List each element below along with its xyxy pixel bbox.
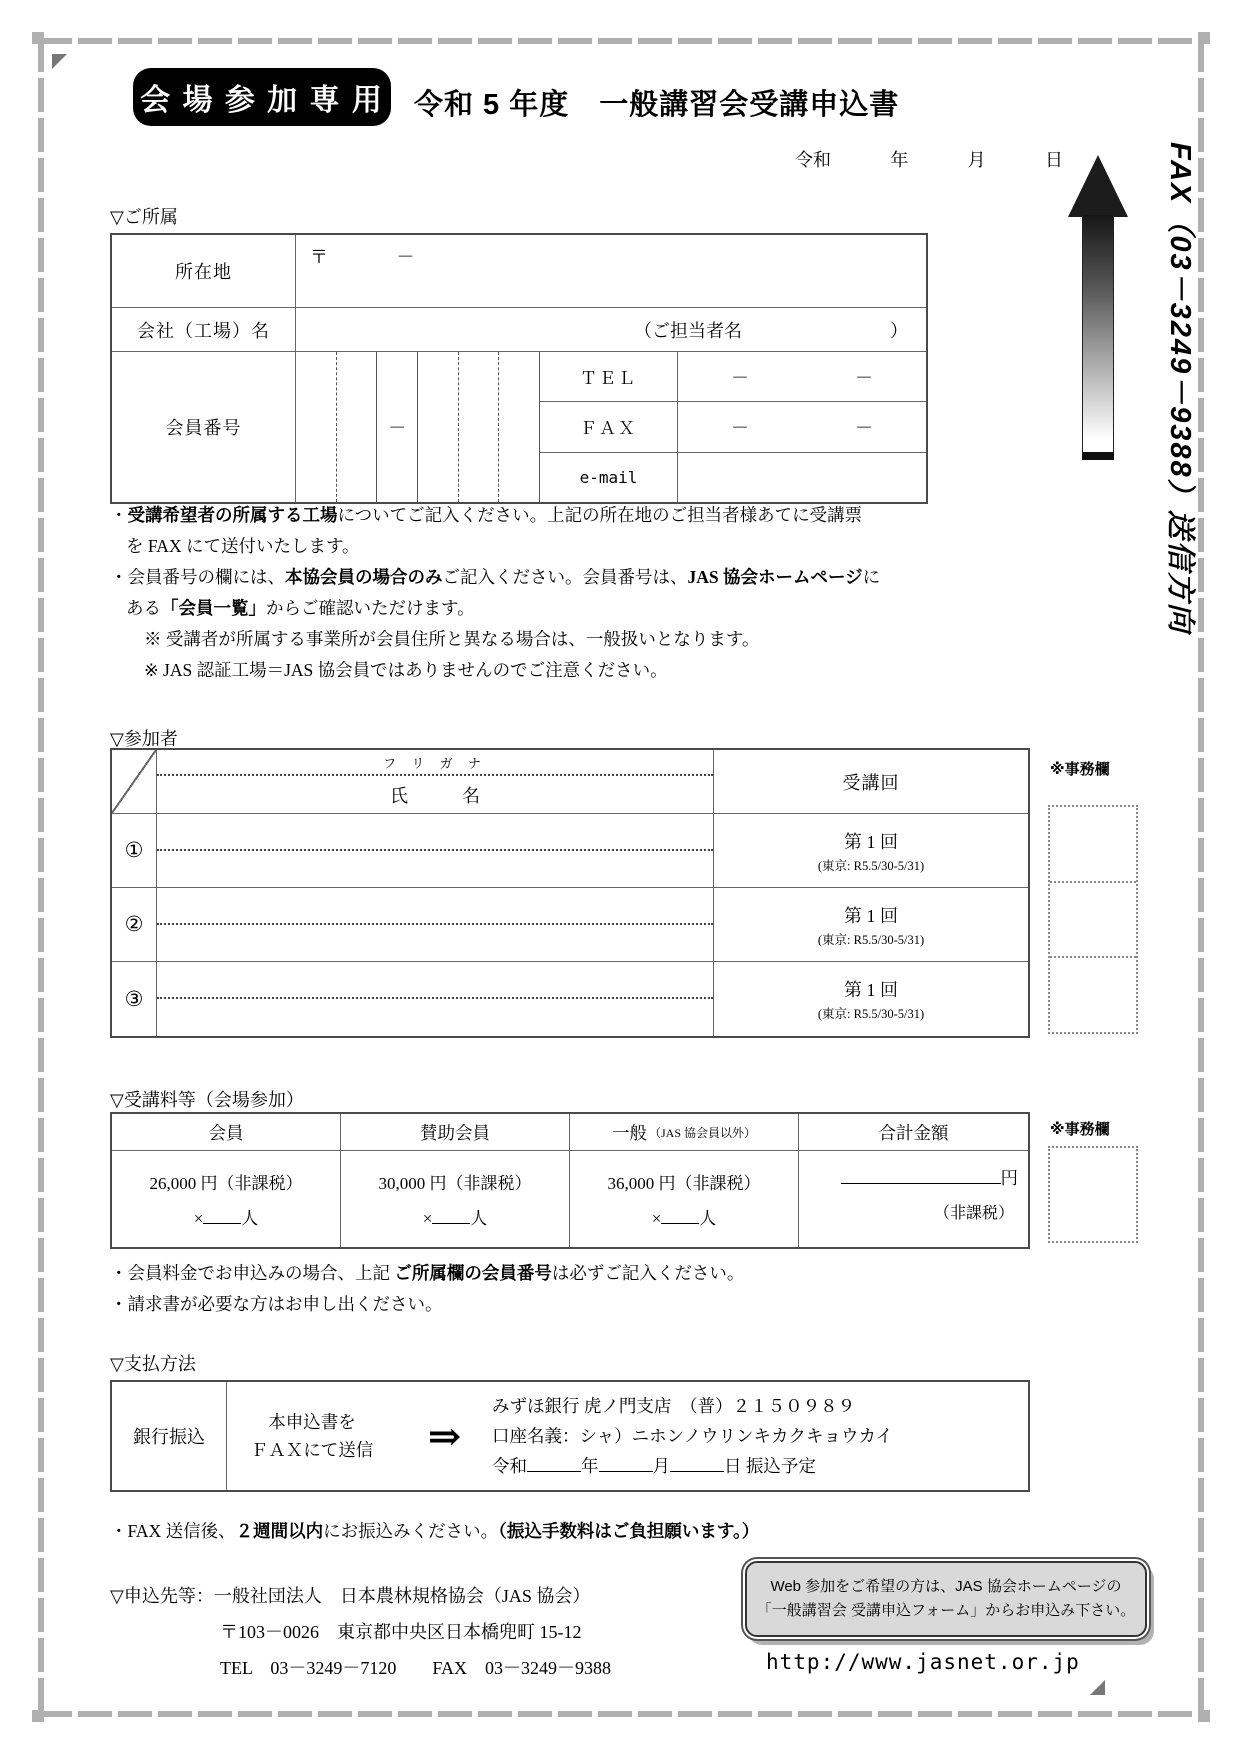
note-line [110, 1258, 980, 1289]
note-text-bold: 受講希望者の所属する工場 [127, 505, 338, 525]
date-blank [599, 1455, 653, 1473]
corner-mark [1198, 1710, 1210, 1722]
corner-diagonal-cell [112, 750, 157, 813]
note-text: ある [126, 598, 161, 618]
participant-row [112, 814, 1028, 888]
member-number-dash: － [388, 418, 407, 438]
company-field [296, 308, 926, 351]
round-detail: (東京: R5.5/30-5/31) [817, 932, 925, 947]
office-use-label: ※事務欄 [1050, 761, 1110, 778]
furigana-header: フ リ ガ ナ [157, 750, 713, 776]
section-fees: ▽受講料等（会場参加） [110, 1090, 304, 1110]
contact-phone: TEL 03－3249－7120 FAX 03－3249－9388 [220, 1658, 611, 1678]
participant-round-cell [714, 962, 1028, 1036]
participant-number: ③ [112, 962, 157, 1036]
office-use-label: ※事務欄 [1050, 1121, 1110, 1138]
frame-left [38, 38, 44, 1717]
office-use-cell [1050, 883, 1136, 959]
person-unit: 人 [241, 1209, 259, 1228]
tel-row [540, 352, 926, 402]
venue-only-badge-label: 会 場 参 加 専 用 [140, 84, 384, 117]
member-digit-box [499, 352, 539, 502]
note-line: ※ 受講者が所属する事業所が会員住所と異なる場合は、一般扱いとなります。 [144, 629, 760, 649]
round-title: 第 1 回 [844, 980, 898, 1000]
participants-header-row [112, 750, 1028, 814]
fee-multiplier [423, 1204, 488, 1229]
note-text-bold: ご所属欄の会員番号 [394, 1263, 552, 1283]
fax-label: ＦＡＸ [540, 402, 678, 451]
count-blank [661, 1207, 699, 1224]
participant-name-cell [157, 962, 714, 1036]
tel-field [678, 352, 926, 401]
contact-person-close: ） [890, 320, 908, 341]
fax-dash: － [731, 417, 749, 438]
bank-holder-line: 口座名義：シャ）ニホンノウリンキカクキョウカイ [492, 1426, 893, 1446]
address-row [112, 235, 926, 308]
fee-price: 26,000 円（非課税） [149, 1174, 303, 1193]
date-day: 日 振込予定 [724, 1456, 816, 1476]
corner-mark [32, 32, 44, 44]
name-field [157, 999, 713, 1036]
bank-account-line: みずほ銀行 虎ノ門支店 （普）２１５０９８９ [492, 1396, 856, 1416]
note-text: に [862, 567, 881, 587]
fee-header-general-main: 一般 [611, 1122, 647, 1143]
fax-direction-arrow-base [1082, 452, 1114, 460]
fees-value-row [112, 1151, 1028, 1247]
website-url: http://www.jasnet.or.jp [766, 1650, 1080, 1674]
note-line: ・請求書が必要な方はお申し出ください。 [110, 1294, 443, 1314]
note-text-bold: 本協会員の場合のみ [285, 567, 443, 587]
section-affiliation: ▽ご所属 [110, 207, 178, 227]
office-use-box [1048, 1146, 1138, 1243]
section-payment: ▽支払方法 [110, 1354, 196, 1374]
note-text: は必ずご記入ください。 [551, 1263, 745, 1283]
furigana-field [157, 962, 713, 999]
note-line: を FAX にて送付いたします。 [126, 536, 360, 556]
note-line [110, 500, 980, 531]
note-text: ・会員番号の欄には、 [110, 567, 285, 587]
participant-row [112, 888, 1028, 962]
office-use-cell [1050, 958, 1136, 1032]
payment-note [110, 1516, 980, 1547]
fee-multiplier [194, 1204, 259, 1229]
payment-method: 銀行振込 [112, 1382, 227, 1490]
frame-top [38, 38, 1204, 44]
member-digit-box [296, 352, 337, 502]
company-label: 会社（工場）名 [112, 308, 296, 351]
payment-action-line: ＦＡＸにて送信 [250, 1440, 374, 1460]
fee-price: 30,000 円（非課税） [378, 1174, 532, 1193]
participant-number: ① [112, 814, 157, 887]
fee-notes [110, 1258, 980, 1320]
yen-unit: 円 [1000, 1168, 1018, 1188]
note-text: ご記入ください。会員番号は、 [442, 567, 688, 587]
venue-only-badge [133, 68, 391, 126]
address-field [296, 235, 926, 307]
fee-header-general [570, 1114, 799, 1150]
participant-row [112, 962, 1028, 1036]
fax-direction-arrow-icon [1068, 155, 1128, 217]
contact-organization: ▽申込先等：一般社団法人 日本農林規格協会（JAS 協会） [110, 1586, 591, 1606]
web-participation-callout [745, 1561, 1147, 1637]
date-month: 月 [967, 150, 986, 170]
fee-header-member: 会員 [112, 1114, 341, 1150]
contact-person-open: （ご担当者名 [634, 320, 742, 341]
payment-table [110, 1380, 1030, 1492]
note-line: ※ JAS 認証工場＝JAS 協会員ではありませんのでご注意ください。 [144, 660, 668, 680]
postal-dash: － [396, 247, 415, 267]
member-digit-box [459, 352, 500, 502]
count-blank [432, 1207, 470, 1224]
payment-action-line: 本申込書を [268, 1412, 356, 1432]
round-header: 受講回 [842, 772, 900, 793]
times-sign: × [422, 1209, 433, 1228]
fax-field [678, 402, 926, 451]
person-unit: 人 [470, 1209, 488, 1228]
participant-round-cell [714, 814, 1028, 887]
note-line [110, 1516, 980, 1547]
contact-address: 〒103－0026 東京都中央区日本橋兜町 15-12 [220, 1622, 582, 1642]
tel-dash: － [855, 367, 873, 388]
round-detail: (東京: R5.5/30-5/31) [817, 858, 925, 873]
member-digit-box [418, 352, 459, 502]
total-amount-line [841, 1165, 1029, 1190]
frame-bottom [38, 1711, 1204, 1717]
name-field [157, 851, 713, 888]
transfer-date-line [492, 1451, 1028, 1481]
note-text: からご確認いただけます。 [266, 598, 475, 618]
participant-name-cell [157, 888, 714, 961]
name-field [157, 925, 713, 962]
member-number-row [112, 352, 926, 502]
furigana-field [157, 888, 713, 925]
fee-price: 36,000 円（非課税） [607, 1174, 761, 1193]
fee-header-supporting: 賛助会員 [341, 1114, 570, 1150]
date-era: 令和 [795, 150, 831, 170]
date-line [795, 146, 1063, 172]
note-text: ・ [110, 505, 128, 525]
address-label: 所在地 [112, 235, 296, 307]
date-blank [527, 1455, 581, 1473]
date-year: 年 [890, 150, 909, 170]
times-sign: × [651, 1209, 662, 1228]
date-era: 令和 [492, 1456, 527, 1476]
date-month: 月 [652, 1456, 670, 1476]
affiliation-table [110, 233, 928, 504]
note-line [110, 562, 980, 593]
fee-member-cell [112, 1151, 341, 1247]
fee-header-total: 合計金額 [878, 1122, 949, 1143]
date-blank [670, 1455, 724, 1473]
note-text-bold: JAS 協会ホームページ [687, 567, 863, 587]
member-number-dash-cell [377, 352, 418, 502]
payment-detail-cell [227, 1382, 1028, 1490]
date-day: 日 [1044, 150, 1063, 170]
name-header: 氏 名 [390, 785, 480, 806]
corner-mark [1198, 32, 1210, 44]
double-arrow-icon: ⇒ [427, 1413, 462, 1459]
fax-direction-arrow-shaft [1082, 215, 1114, 453]
corner-mark [32, 1710, 44, 1722]
fee-total-cell [799, 1151, 1028, 1247]
fax-row [540, 402, 926, 452]
furigana-field [157, 814, 713, 851]
note-text-bold: 「会員一覧」 [161, 598, 266, 618]
tel-label: ＴＥＬ [540, 352, 678, 401]
round-header-cell [714, 750, 1028, 813]
corner-triangle-icon [52, 54, 67, 69]
fee-multiplier [652, 1204, 717, 1229]
participant-round-cell [714, 888, 1028, 961]
section-participants: ▽参加者 [110, 729, 178, 749]
date-year: 年 [581, 1456, 599, 1476]
fee-general-cell [570, 1151, 799, 1247]
email-label: e-mail [540, 453, 678, 502]
web-callout-line: 「一般講習会 受講申込フォーム」からお申込み下さい。 [756, 1602, 1136, 1619]
name-header-cell [157, 750, 714, 813]
total-blank [841, 1167, 1001, 1185]
fees-table [110, 1112, 1030, 1249]
note-text-bold: （振込手数料はご負担願います。） [498, 1521, 760, 1541]
note-text: にお振込みください。 [323, 1521, 499, 1541]
tel-dash: － [731, 367, 749, 388]
fees-header-row [112, 1114, 1028, 1151]
fee-header-general-sub: （JAS 協会員以外） [648, 1125, 756, 1140]
fee-supporting-cell [341, 1151, 570, 1247]
postal-mark: 〒 [310, 247, 328, 267]
fax-direction-label: FAX（03－3249－9388）送信方向 [1164, 142, 1196, 634]
note-text: についてご記入ください。上記の所在地のご担当者様あてに受講票 [337, 505, 863, 525]
note-text-bold: ２週間以内 [235, 1521, 324, 1541]
member-number-boxes [296, 352, 539, 502]
office-use-cell [1050, 807, 1136, 883]
office-use-box [1048, 805, 1138, 1034]
web-callout-line: Web 参加をご希望の方は、JAS 協会ホームページの [770, 1578, 1122, 1595]
note-text: ・会員料金でお申込みの場合、上記 [110, 1263, 395, 1283]
contact-subtable [539, 352, 926, 502]
round-title: 第 1 回 [844, 831, 898, 852]
note-text: ・FAX 送信後、 [110, 1521, 236, 1541]
email-row [540, 453, 926, 502]
participants-table [110, 748, 1030, 1038]
times-sign: × [193, 1209, 204, 1228]
affiliation-notes [110, 500, 980, 686]
company-row [112, 308, 926, 352]
person-unit: 人 [699, 1209, 717, 1228]
contact-block [110, 1578, 611, 1686]
bank-details [492, 1391, 1028, 1481]
count-blank [203, 1207, 241, 1224]
participant-name-cell [157, 814, 714, 887]
participant-number: ② [112, 888, 157, 961]
member-number-label: 会員番号 [112, 352, 296, 502]
note-line [110, 593, 980, 624]
fax-dash: － [855, 417, 873, 438]
email-field [678, 453, 926, 502]
round-detail: (東京: R5.5/30-5/31) [817, 1007, 925, 1021]
office-use-cell [1050, 1148, 1136, 1241]
member-digit-box [337, 352, 378, 502]
form-title: 令和 5 年度 一般講習会受講申込書 [414, 89, 900, 121]
round-title: 第 1 回 [844, 905, 898, 926]
tax-free-note: （非課税） [933, 1205, 1014, 1222]
payment-action [227, 1408, 397, 1464]
corner-triangle-icon [1090, 1680, 1105, 1695]
